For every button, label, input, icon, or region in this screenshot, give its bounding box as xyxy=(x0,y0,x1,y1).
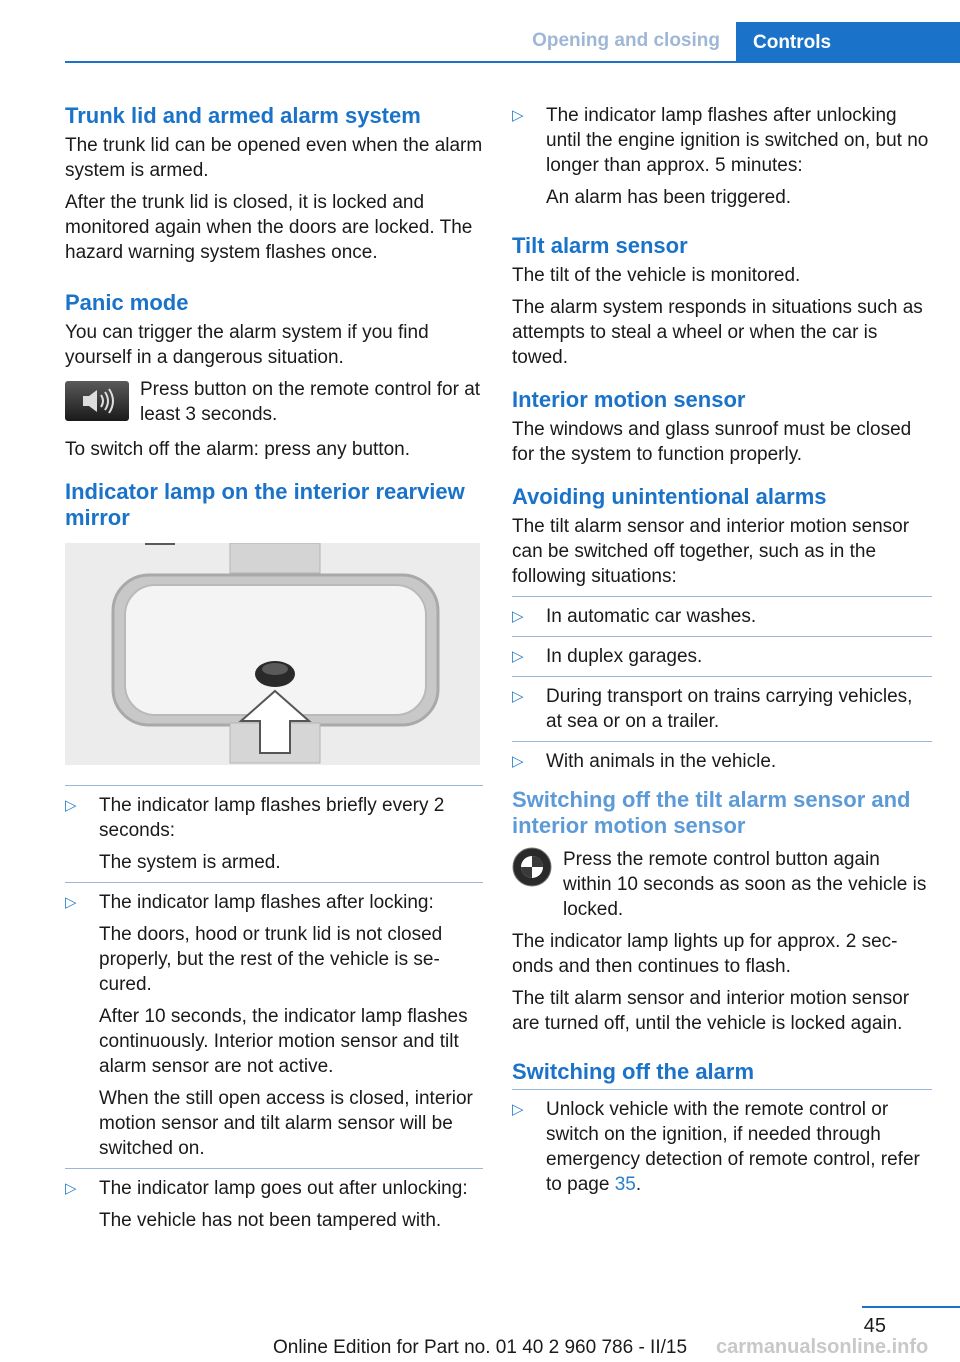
tilt-paragraph-2: The alarm system responds in situations such as attempts to steal a wheel or when the car is towed. xyxy=(512,297,923,368)
bullet-triangle-icon: ▷ xyxy=(65,894,77,911)
bullet-triangle-icon: ▷ xyxy=(512,608,524,625)
avoid-item-text: In automatic car washes. xyxy=(546,606,757,627)
bullet-triangle-icon: ▷ xyxy=(512,107,524,124)
avoid-item-text: In duplex garages. xyxy=(546,646,703,667)
indicator-heading: Indicator lamp on the interior rearview mirror xyxy=(65,479,465,530)
footer-rule xyxy=(862,1306,960,1308)
bullet-line: The system is armed. xyxy=(99,852,281,873)
bullet-triangle-icon: ▷ xyxy=(512,753,524,770)
right-column xyxy=(512,103,932,1204)
avoid-item-text: During transport on trains carrying vehicles, at sea or on a trailer. xyxy=(546,686,913,732)
avoid-item-text: With animals in the vehicle. xyxy=(546,751,777,772)
avoid-item xyxy=(512,741,932,774)
motion-heading: Interior motion sensor xyxy=(512,387,746,412)
bullet-title: The indicator lamp goes out after unlocking: xyxy=(99,1178,468,1199)
bullet-line: After 10 seconds, the indicator lamp flashes continuously. Interior motion sensor and tilt alarm sensor are not active. xyxy=(99,1006,468,1077)
header-rule xyxy=(65,61,960,63)
bullet-triangle-icon: ▷ xyxy=(65,797,77,814)
left-column xyxy=(65,103,483,1240)
avoid-item xyxy=(512,676,932,734)
panic-paragraph-2: To switch off the alarm: press any button. xyxy=(65,439,410,460)
speaker-sound-icon xyxy=(65,381,129,428)
page-reference-link[interactable]: 35 xyxy=(614,1174,636,1195)
alarm-heading: Switching off the alarm xyxy=(512,1059,755,1084)
alarm-item-text: Unlock vehicle with the remote control or switch on the ignition, if needed through emergency detection of remote control, refer to page xyxy=(546,1099,920,1195)
panic-paragraph-1: You can trigger the alarm system if you find yourself in a dangerous situation. xyxy=(65,322,429,368)
panic-button-instruction xyxy=(65,377,483,427)
switchoff-paragraph-1: The indicator lamp lights up for approx. 2 seconds and then continues to flash. xyxy=(512,931,898,977)
alarm-item-end: . xyxy=(635,1174,642,1195)
tilt-heading: Tilt alarm sensor xyxy=(512,233,688,258)
panic-heading: Panic mode xyxy=(65,290,189,315)
bullet-title: The indicator lamp flashes after locking: xyxy=(99,892,434,913)
trunk-heading: Trunk lid and armed alarm system xyxy=(65,103,421,128)
bullet-line: An alarm has been triggered. xyxy=(546,187,792,208)
avoid-paragraph-1: The tilt alarm sensor and interior motion sensor can be switched off together, such as in the following situations: xyxy=(512,516,910,587)
section-title: Opening and closing xyxy=(532,30,720,51)
bullet-line: When the still open access is closed, interior motion sensor and tilt alarm sensor will be switched on. xyxy=(99,1088,473,1159)
trunk-paragraph-1: The trunk lid can be opened even when the alarm system is armed. xyxy=(65,135,483,181)
switchoff-paragraph-2: The tilt alarm sensor and interior motion sensor are turned off, until the vehicle is locked again. xyxy=(512,988,910,1034)
alarm-item xyxy=(512,1089,932,1197)
switchoff-button-instruction xyxy=(512,847,932,922)
bullet-title: The indicator lamp flashes after unlocking until the engine ignition is switched on, but no longer than approx. 5 minutes: xyxy=(546,105,929,176)
panic-icon-text: Press button on the remote control for at least 3 seconds. xyxy=(140,379,481,425)
avoid-heading: Avoiding unintentional alarms xyxy=(512,484,827,509)
switchoff-heading: Switching off the tilt alarm sensor and interior motion sensor xyxy=(512,787,911,838)
indicator-bullet-1 xyxy=(65,785,483,875)
edition-text: Online Edition for Part no. 01 40 2 960 786 - II/15 xyxy=(272,1337,688,1358)
indicator-bullet-3 xyxy=(65,1168,483,1233)
indicator-bullet-4 xyxy=(512,103,932,210)
motion-paragraph-1: The windows and glass sunroof must be closed for the system to function properly. xyxy=(512,419,912,465)
bullet-triangle-icon: ▷ xyxy=(65,1180,77,1197)
indicator-bullet-2 xyxy=(65,882,483,1161)
bullet-triangle-icon: ▷ xyxy=(512,1101,524,1118)
page-number: 45 xyxy=(863,1315,886,1337)
watermark: carmanualsonline.info xyxy=(716,1336,929,1358)
avoid-item xyxy=(512,596,932,629)
tilt-paragraph-1: The tilt of the vehicle is monitored. xyxy=(512,265,801,286)
chapter-tab[interactable]: Controls xyxy=(736,22,960,62)
bmw-logo-icon xyxy=(512,847,552,894)
avoid-item xyxy=(512,636,932,669)
rearview-mirror-illustration xyxy=(65,543,480,765)
switchoff-icon-text: Press the remote control button again within 10 seconds as soon as the vehicle is locked. xyxy=(563,849,927,920)
bullet-title: The indicator lamp flashes briefly every 2 seconds: xyxy=(99,795,445,841)
bullet-line: The vehicle has not been tampered with. xyxy=(99,1210,442,1231)
bullet-triangle-icon: ▷ xyxy=(512,688,524,705)
bullet-triangle-icon: ▷ xyxy=(512,648,524,665)
trunk-paragraph-2: After the trunk lid is closed, it is locked and monitored again when the doors are locked. The hazard warning system flashes once. xyxy=(65,192,473,263)
bullet-line: The doors, hood or trunk lid is not closed properly, but the rest of the vehicle is secured. xyxy=(99,924,443,995)
